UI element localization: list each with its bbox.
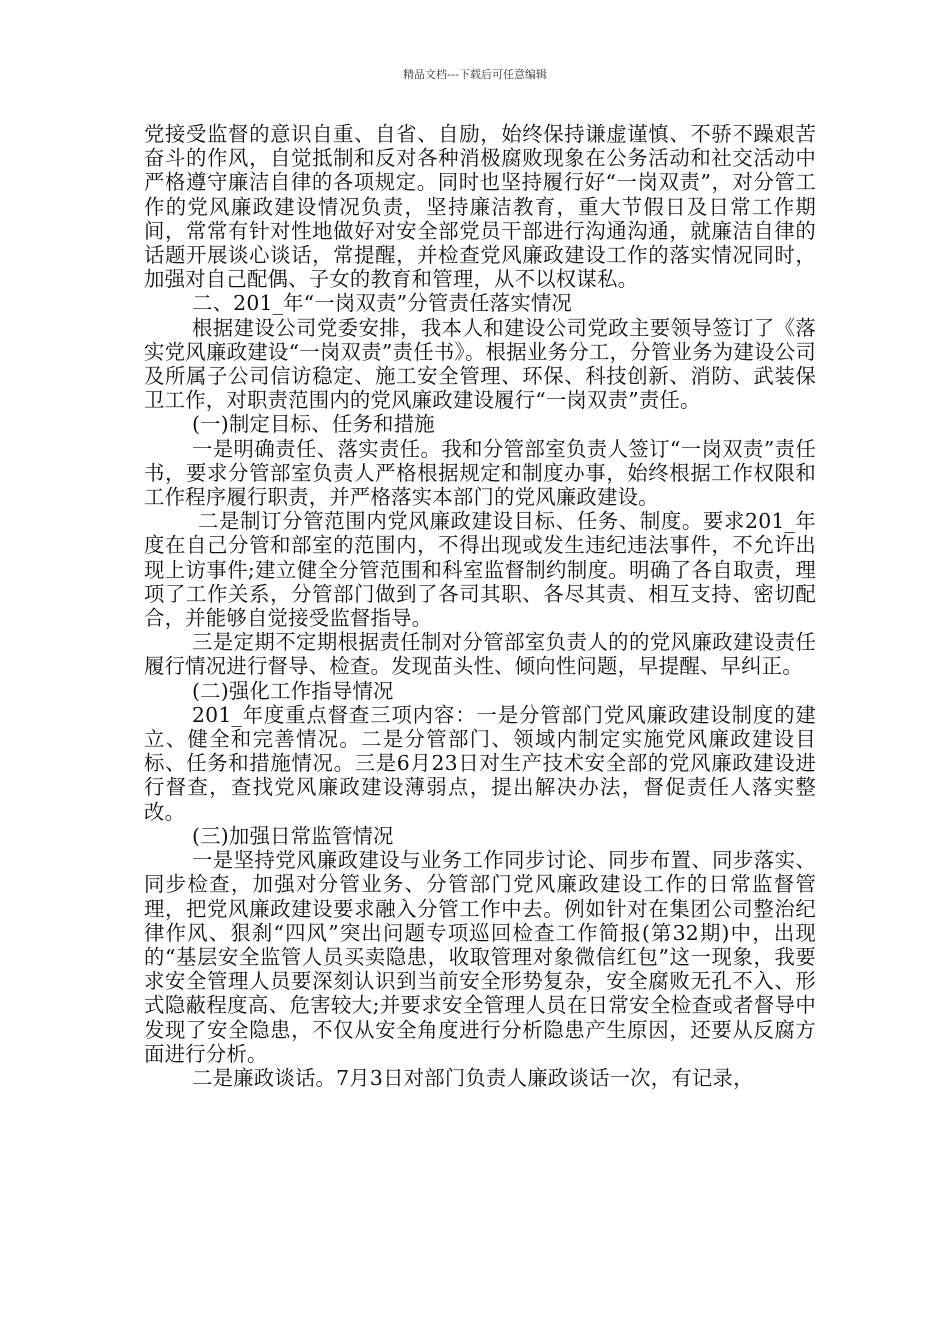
paragraph-integrity-talk: 二是廉政谈话。7月3日对部门负责人廉政谈话一次，有记录， [192,1065,754,1090]
paragraph-periodic-inspection: 三是定期不定期根据责任制对分管部室负责人的的党风廉政建设责任履行情况进行督导、检查。发现苗头性、倾向性问题，早提醒、早纠正。 [144,630,816,679]
page-header: 精品文档---下载后可任意编辑 [403,68,547,81]
paragraph-clarify-responsibility: 一是明确责任、落实责任。我和分管部室负责人签订“一岗双责”责任书，要求分管部室负责人严格根据规定和制度办事，始终根据工作权限和工作程序履行职责，并严格落实本部门的党风廉政建设。 [144,436,816,510]
subheading-guidance: (二)强化工作指导情况 [192,678,394,703]
paragraph-supervision-awareness: 党接受监督的意识自重、自省、自励，始终保持谦虚谨慎、不骄不躁艰苦奋斗的作风，自觉抵制和反对各种消极腐败现象在公务活动和社交活动中严格遵守廉洁自律的各项规定。同时也坚持履行好“一岗双责”，对分管工作的党风廉政建设情况负责，坚持廉洁教育，重大节假日及日常工作期间，常常有针对性地做好对安全部党员干部进行沟通沟通，就廉洁自律的话题开展谈心谈话，常提醒，并检查党风廉政建设工作的落实情况同时，加强对自己配偶、子女的教育和管理，从不以权谋私。 [144,122,816,292]
paragraph-key-supervision: 201_年度重点督查三项内容：一是分管部门党风廉政建设制度的建立、健全和完善情况。二是分管部门、领域内制定实施党风廉政建设目标、任务和措施情况。三是6月23日对生产技术安全部的党风廉政建设进行督查，查找党风廉政建设薄弱点，提出解决办法，督促责任人落实整改。 [144,702,816,824]
paragraph-responsibility-letter: 根据建设公司党委安排，我本人和建设公司党政主要领导签订了《落实党风廉政建设“一岗双责”责任书》。根据业务分工，分管业务为建设公司及所属子公司信访稳定、施工安全管理、环保、科技创新、消防、武装保卫工作，对职责范围内的党风廉政建设履行“一岗双责”责任。 [144,315,816,413]
subheading-daily-supervision: (三)加强日常监管情况 [192,823,394,848]
paragraph-synchronous-work: 一是坚持党风廉政建设与业务工作同步讨论、同步布置、同步落实、同步检查，加强对分管业务、分管部门党风廉政建设工作的日常监督管理，把党风廉政建设要求融入分管工作中去。例如针对在集团公司整治纪律作风、狠刹“四风”突出问题专项巡回检查工作简报(第32期)中，出现的“基层安全监管人员买卖隐患，收取管理对象微信红包”这一现象，我要求安全管理人员要深刻认识到当前安全形势复杂，安全腐败无孔不入、形式隐蔽程度高、危害较大;并要求安全管理人员在日常安全检查或者督导中发现了安全隐患，不仅从安全角度进行分析隐患产生原因，还要从反腐方面进行分析。 [144,848,816,1066]
subheading-goals: (一)制定目标、任务和措施 [192,412,435,437]
section-heading-2: 二、201_年“一岗双责”分管责任落实情况 [192,291,573,316]
paragraph-set-goals: 二是制订分管范围内党风廉政建设目标、任务、制度。要求201_年度在自己分管和部室的范围内，不得出现或发生违纪违法事件，不允许出现上访事件;建立健全分管范围和科室监督制约制度。明确了各自取责，理项了工作关系，分管部门做到了各司其职、各尽其责、相互支持、密切配合，并能够自觉接受监督指导。 [144,509,816,631]
document-body [144,122,816,1090]
